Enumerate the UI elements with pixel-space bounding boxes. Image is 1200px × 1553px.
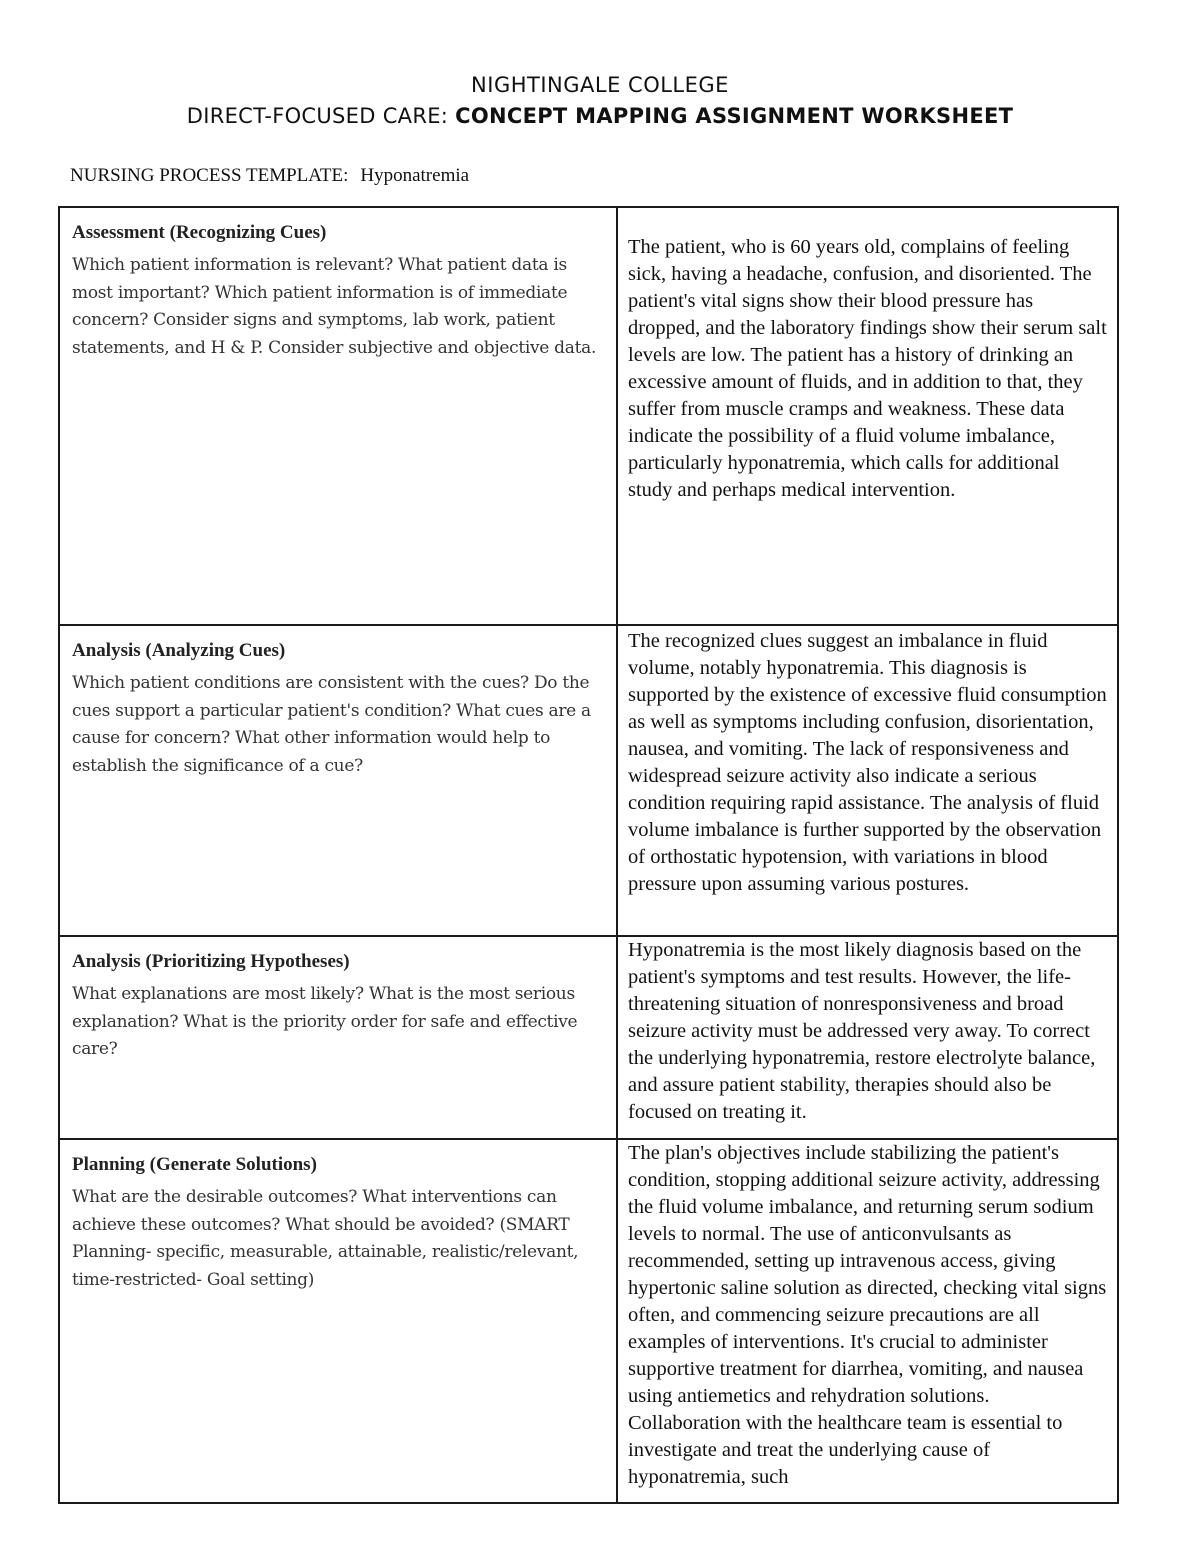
step-cell (59, 936, 617, 1139)
step-cell (59, 625, 617, 936)
answer-cell[interactable] (617, 625, 1118, 936)
table-row (59, 207, 1118, 625)
college-name: NIGHTINGALE COLLEGE (471, 73, 729, 97)
table-row (59, 1139, 1118, 1503)
answer-text: Hyponatremia is the most likely diagnosis based on the patient's symptoms and test results. However, the life-threatening situation of nonresponsiveness and broad seizure activity must be addressed very away. To correct the underlying hyponatremia, restore electrolyte balance, and assure patient stability, therapies should also be focused on treating it. (628, 939, 1096, 1123)
table-row (59, 625, 1118, 936)
answer-cell[interactable] (617, 1139, 1118, 1503)
answer-text: The patient, who is 60 years old, complains of feeling sick, having a headache, confusion, and disoriented. The patient's vital signs show their blood pressure has dropped, and the laboratory findings show their serum salt levels are low. The patient has a history of drinking an excessive amount of fluids, and in addition to that, they suffer from muscle cramps and weakness. These data indicate the possibility of a fluid volume imbalance, particularly hyponatremia, which calls for additional study and perhaps medical intervention. (628, 236, 1107, 501)
answer-cell[interactable] (617, 207, 1118, 625)
step-title: Analysis (Analyzing Cues) (72, 640, 286, 661)
step-cell (59, 1139, 617, 1503)
template-line (70, 163, 469, 189)
answer-text: The recognized clues suggest an imbalance in fluid volume, notably hyponatremia. This diagnosis is supported by the existence of excessive fluid consumption as well as symptoms including confusion, disorientation, nausea, and vomiting. The lack of responsiveness and widespread seizure activity also indicate a serious condition requiring rapid assistance. The analysis of fluid volume imbalance is further supported by the observation of orthostatic hypotension, with variations in blood pressure upon assuming various postures. (628, 630, 1107, 895)
step-title: Analysis (Prioritizing Hypotheses) (72, 951, 350, 972)
template-label: NURSING PROCESS TEMPLATE: (70, 165, 349, 186)
step-title: Planning (Generate Solutions) (72, 1154, 317, 1175)
answer-clip (628, 937, 1107, 1125)
step-title: Assessment (Recognizing Cues) (72, 222, 327, 243)
step-cell (59, 207, 617, 625)
step-prompt: Which patient information is relevant? What patient data is most important? Which patient information is of immediate concern? Consider signs and symptoms, lab work, patient statements, and H & P. Consider subjective and objective data. (72, 255, 597, 358)
table-row (59, 936, 1118, 1139)
step-prompt: What explanations are most likely? What is the most serious explanation? What is the priority order for safe and effective care? (72, 984, 578, 1059)
answer-cell[interactable] (617, 936, 1118, 1139)
document-header (0, 70, 1200, 132)
worksheet-title (0, 100, 1200, 132)
worksheet-title-prefix: DIRECT-FOCUSED CARE: (186, 104, 456, 128)
step-prompt: What are the desirable outcomes? What interventions can achieve these outcomes? What should be avoided? (SMART Planning- specific, measurable, attainable, realistic/relevant, time-restricted- Goal setting) (72, 1187, 579, 1290)
worksheet-title-bold: CONCEPT MAPPING ASSIGNMENT WORKSHEET (455, 104, 1014, 128)
step-prompt: Which patient conditions are consistent with the cues? Do the cues support a particular patient's condition? What cues are a cause for concern? What other information would help to establish the significance of a cue? (72, 673, 591, 776)
template-topic: Hyponatremia (360, 165, 470, 186)
answer-clip (628, 626, 1107, 922)
nursing-process-table (58, 206, 1119, 1504)
answer-text: The plan's objectives include stabilizing the patient's condition, stopping additional seizure activity, addressing the fluid volume imbalance, and returning serum sodium levels to normal. The use of anticonvulsants as recommended, setting up intravenous access, giving hypertonic saline solution as directed, checking vital signs often, and commencing seizure precautions are all examples of interventions. It's crucial to administer supportive treatment for diarrhea, vomiting, and nausea using antiemetics and rehydration solutions. Collaboration with the healthcare team is essential to investigate and treat the underlying cause of hyponatremia, such (628, 1142, 1107, 1488)
answer-clip (628, 1140, 1107, 1489)
